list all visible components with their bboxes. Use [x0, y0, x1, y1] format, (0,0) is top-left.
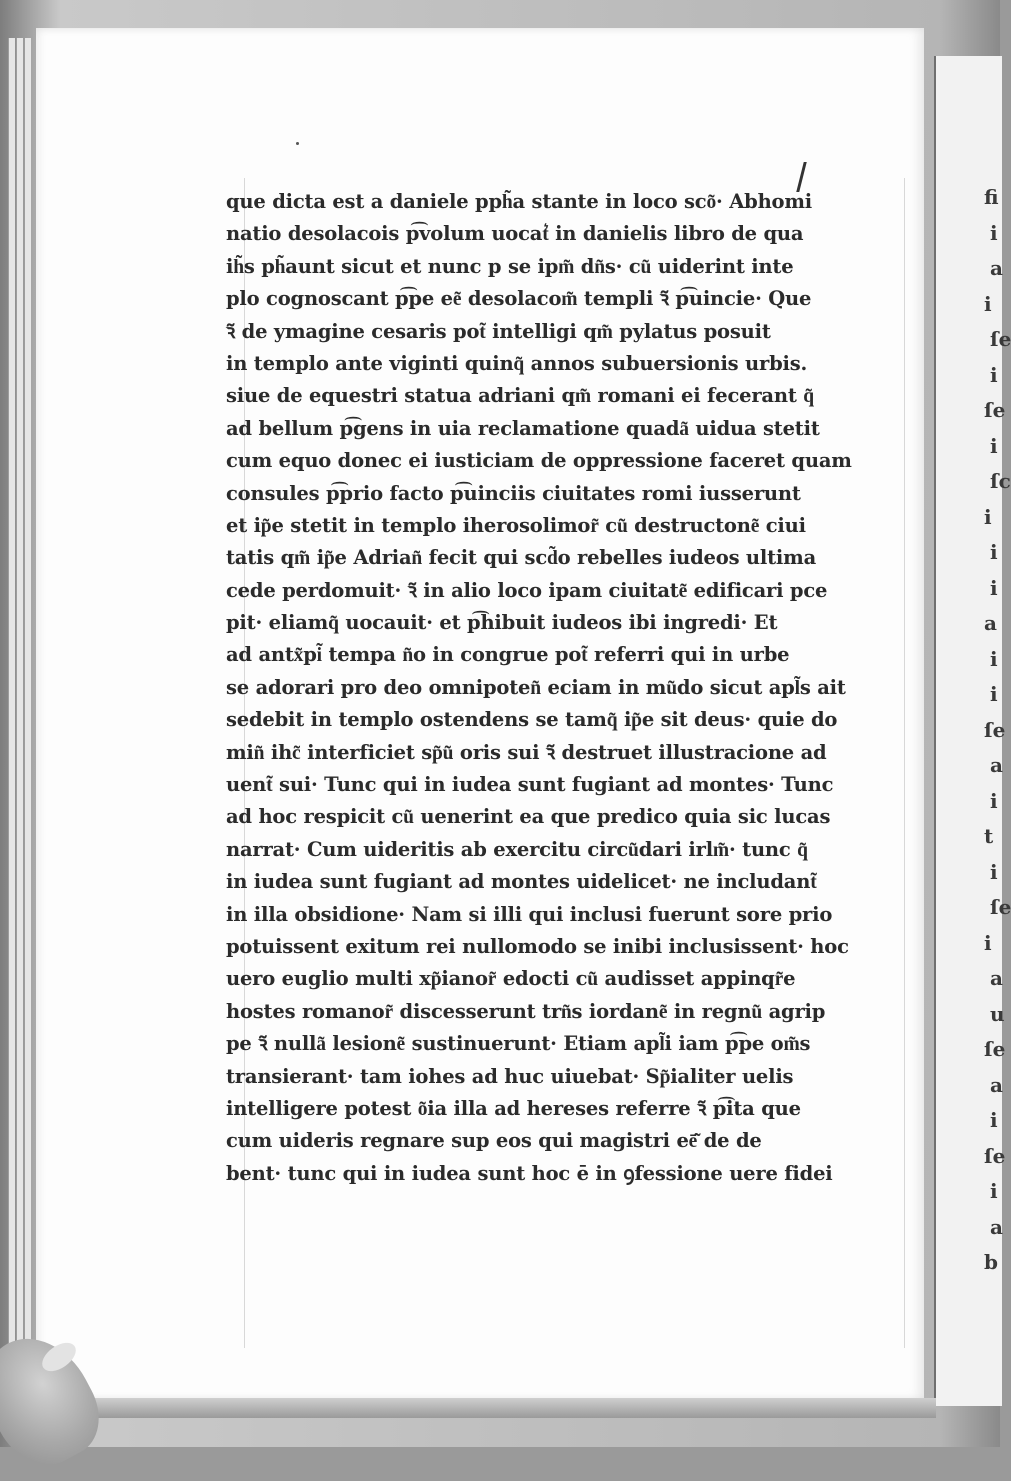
text-line: pit· eliamq͂ uocauit· et p͡hibuit iudeos ibi ingredi· Et [226, 611, 778, 635]
page-bottom-shadow [36, 1398, 936, 1418]
text-block [226, 186, 912, 1190]
facing-page-letter: a [990, 966, 1003, 990]
facing-page-letter: i [990, 362, 998, 387]
text-line: ih͂s ph͂aunt sicut et nunc p se ipm͂ dn͂s· cu͂ uiderint inte [226, 254, 794, 278]
facing-page-letter: i [990, 1108, 998, 1132]
page-stack-edge [16, 38, 23, 1377]
text-line: in templo ante viginti quinq͂ annos subuersionis urbis. [226, 351, 808, 375]
facing-page-letter: i [990, 540, 998, 564]
text-line: que dicta est a daniele pph͂a stante in loco sco͂· Abhomi [226, 190, 812, 213]
text-line: ad antx͂pi͂ tempa n͂o in congrue pot͂ referri qui in urbe [226, 643, 790, 667]
text-line: plo cognoscant p͡pe ee͂ desolacom͂ templi ꝛ͂ p͡uincie· Que [226, 287, 812, 311]
facing-page-letter: a [990, 1072, 1003, 1097]
text-line: transierant· tam iohes ad huc uiuebat· Sp͂ialiter uelis [226, 1064, 794, 1088]
text-line: in iudea sunt fugiant ad montes uidelicet· ne includant͂ [226, 870, 817, 894]
facing-page-letter: i [990, 575, 998, 600]
text-line: narrat· Cum uideritis ab exercitu circu͂dari irlm͂· tunc q͂ [226, 837, 808, 861]
facing-page-letter: i [984, 504, 992, 529]
facing-page-letter: a [990, 1214, 1003, 1239]
text-line: uent͂ sui· Tunc qui in iudea sunt fugiant ad montes· Tunc [226, 773, 834, 797]
text-line: ad bellum p͡gens in uia reclamatione quada͂ uidua stetit [226, 416, 820, 440]
facing-page-letter: b [984, 1250, 998, 1274]
text-line: consules p͡prio facto p͡uinciis ciuitates romi iusserunt [226, 481, 801, 505]
text-line: et ip͂e stetit in templo iherosolimor͂ cu͂ destructone͂ ciui [226, 513, 806, 537]
text-line: ad hoc respicit cu͂ uenerint ea que predico quia sic lucas [226, 805, 831, 829]
text-line: in illa obsidione· Nam si illi qui inclusi fuerunt sore prio [226, 902, 833, 926]
facing-page-letter: u [990, 1001, 1005, 1026]
facing-page-letter: ſe [990, 327, 1011, 351]
text-line: siue de equestri statua adriani qm͂ romani ei fecerant q͂ [226, 384, 814, 408]
text-line: uero euglio multi xp͂ianor͂ edocti cu͂ audisset appinqr͂e [226, 967, 796, 991]
facing-page-letter: i [990, 1179, 998, 1203]
text-line: sedebit in templo ostendens se tamq͂ ip͂e sit deus· quie do [226, 708, 838, 732]
facing-page-letter: ſe [984, 1143, 1006, 1168]
facing-page-letter: i [990, 646, 998, 671]
facing-page-letter: i [990, 433, 998, 458]
text-line: cum uideris regnare sup eos qui magistri eē͂ de de [226, 1129, 762, 1153]
text-line: tatis qm͂ ip͂e Adrian͂ fecit qui scd͂o rebelles iudeos ultima [226, 546, 817, 570]
facing-page-letter: a [984, 611, 997, 635]
facing-page-letter: a [990, 753, 1003, 777]
ink-dot [296, 142, 299, 145]
text-line: hostes romanor͂ discesserunt trn͂s iordane͂ in regnu͂ agrip [226, 999, 826, 1023]
text-line: natio desolacois p͡volum uocat͛ in danielis libro de qua [226, 222, 804, 246]
text-line: min͂ ihc͂ interficiet sp͂u͂ oris sui ꝛ͂ destruet illustracione ad [226, 740, 827, 764]
text-line: pe ꝛ͂ nulla͂ lesione͂ sustinuerunt· Etiam apl͂i iam p͡pe om͂s [226, 1032, 811, 1056]
facing-page-letter: ſe [984, 398, 1006, 422]
text-line: intelligere potest o͂ia illa ad hereses referre ꝛ͂ p͡ita que [226, 1096, 801, 1120]
facing-page-letter: i [990, 220, 998, 245]
facing-page-letter: a [990, 256, 1003, 280]
facing-page-letter: ſe [984, 1037, 1006, 1061]
text-line: potuissent exitum rei nullomodo se inibi inclusissent· hoc [226, 934, 849, 958]
text-line: cum equo donec ei iusticiam de oppressione faceret quam [226, 449, 852, 473]
facing-page-edge [934, 56, 1011, 1406]
facing-page-letter: i [990, 859, 998, 884]
facing-page-letter: i [990, 682, 998, 706]
facing-page-letter: ſe [984, 717, 1006, 742]
page-stack-edge [24, 38, 31, 1377]
facing-page-letter: ſc [990, 469, 1011, 493]
facing-page-letter: i [990, 788, 998, 813]
text-line: cede perdomuit· ꝛ͂ in alio loco ipam ciuitate͂ edificari pce [226, 578, 828, 602]
page-stack-edge [8, 38, 15, 1377]
text-line: ꝛ͂ de ymagine cesaris pot͂ intelligi qm͂ pylatus posuit [226, 319, 771, 343]
facing-page-letter: t [984, 824, 994, 848]
facing-page-letter: ſe [990, 895, 1011, 919]
text-line: bent· tunc qui in iudea sunt hoc ē in ꝯfessione uere fidei [226, 1161, 833, 1185]
text-line: se adorari pro deo omnipoten͂ eciam in mu͂do sicut apl͂s ait [226, 675, 846, 699]
facing-page-letter: i [984, 930, 992, 955]
facing-page-letter: i [984, 291, 992, 316]
facing-page-letter: fi [984, 185, 999, 209]
